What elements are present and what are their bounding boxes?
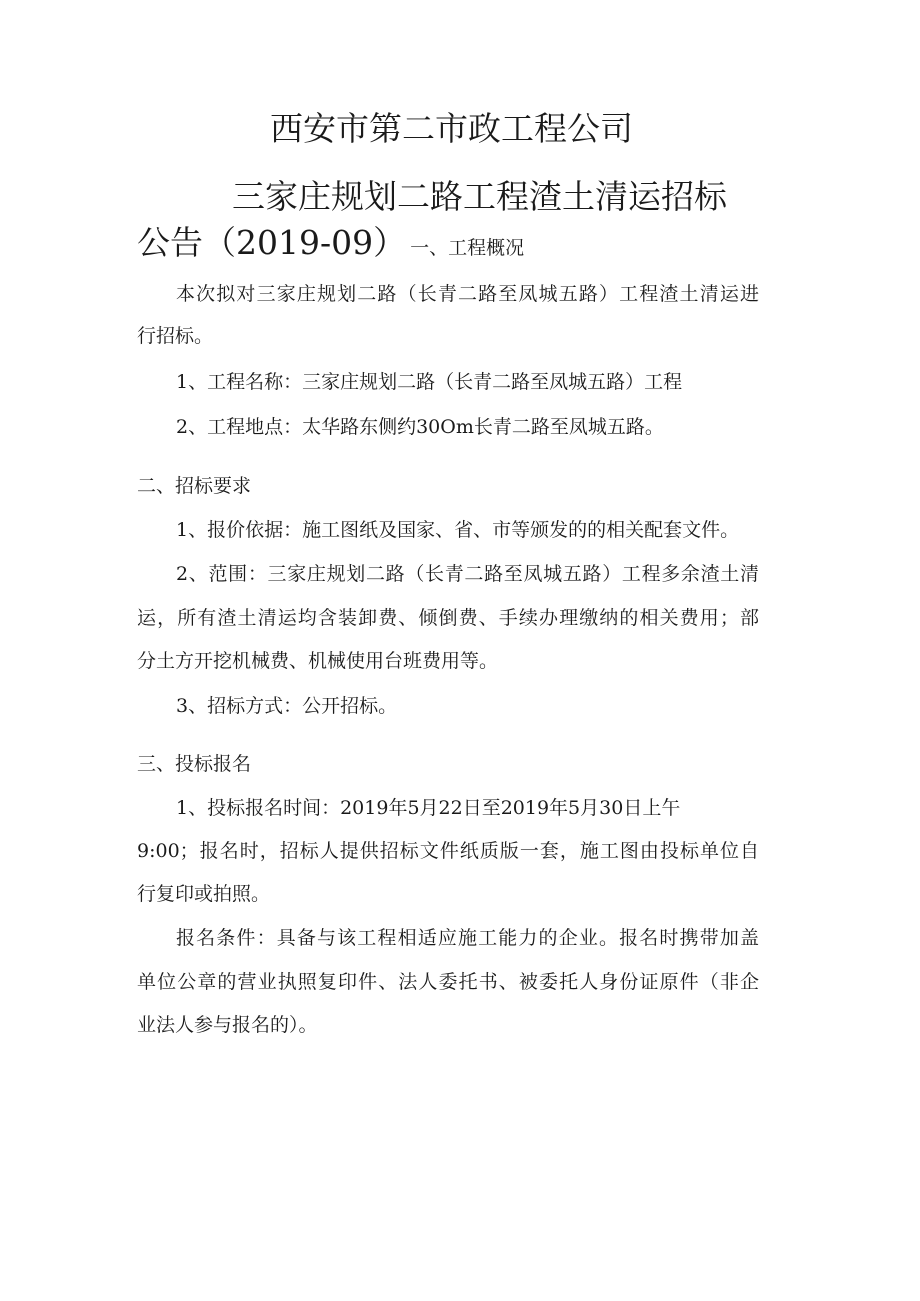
section-1-item-1: 1、工程名称：三家庄规划二路（长青二路至凤城五路）工程 (176, 371, 683, 393)
section-2-item-2-line-1: 2、范围：三家庄规划二路（长青二路至凤城五路）工程多余渣土清 (176, 563, 759, 585)
section-2-heading: 二、招标要求 (137, 475, 252, 497)
section-3-condition-line-2: 单位公章的营业执照复印件、法人委托书、被委托人身份证原件（非企 (137, 971, 759, 993)
section-2-item-2-line-3: 分土方开挖机械费、机械使用台班费用等。 (137, 650, 499, 672)
section-3-condition-line-1: 报名条件：具备与该工程相适应施工能力的企业。报名时携带加盖 (176, 927, 759, 949)
section-2-item-3: 3、招标方式：公开招标。 (176, 695, 398, 717)
project-title: 三家庄规划二路工程渣土清运招标 (232, 177, 727, 216)
section-3-item-1-line-1: 1、投标报名时间：2019年5月22日至2019年5月30日上午 (176, 797, 681, 819)
section-2-item-2-line-2: 运，所有渣土清运均含装卸费、倾倒费、手续办理缴纳的相关费用；部 (137, 607, 759, 629)
section-1-heading: 一、工程概况 (410, 237, 525, 259)
section-1-intro-line-2: 行招标。 (137, 325, 214, 347)
company-title: 西安市第二市政工程公司 (270, 109, 633, 148)
section-1-item-2: 2、工程地点：太华路东侧约30Om长青二路至凤城五路。 (176, 416, 664, 438)
section-3-heading: 三、投标报名 (137, 753, 252, 775)
notice-title: 公告（2019-09） (137, 223, 407, 262)
section-3-item-1-line-3: 行复印或拍照。 (137, 883, 271, 905)
section-3-item-1-line-2: 9:00；报名时，招标人提供招标文件纸质版一套，施工图由投标单位自 (137, 840, 759, 862)
section-3-condition-line-3: 业法人参与报名的）。 (137, 1014, 318, 1036)
section-1-intro-line-1: 本次拟对三家庄规划二路（长青二路至凤城五路）工程渣土清运进 (176, 283, 759, 305)
notice-title-line (137, 222, 524, 269)
section-2-item-1: 1、报价依据：施工图纸及国家、省、市等颁发的的相关配套文件。 (176, 519, 740, 541)
